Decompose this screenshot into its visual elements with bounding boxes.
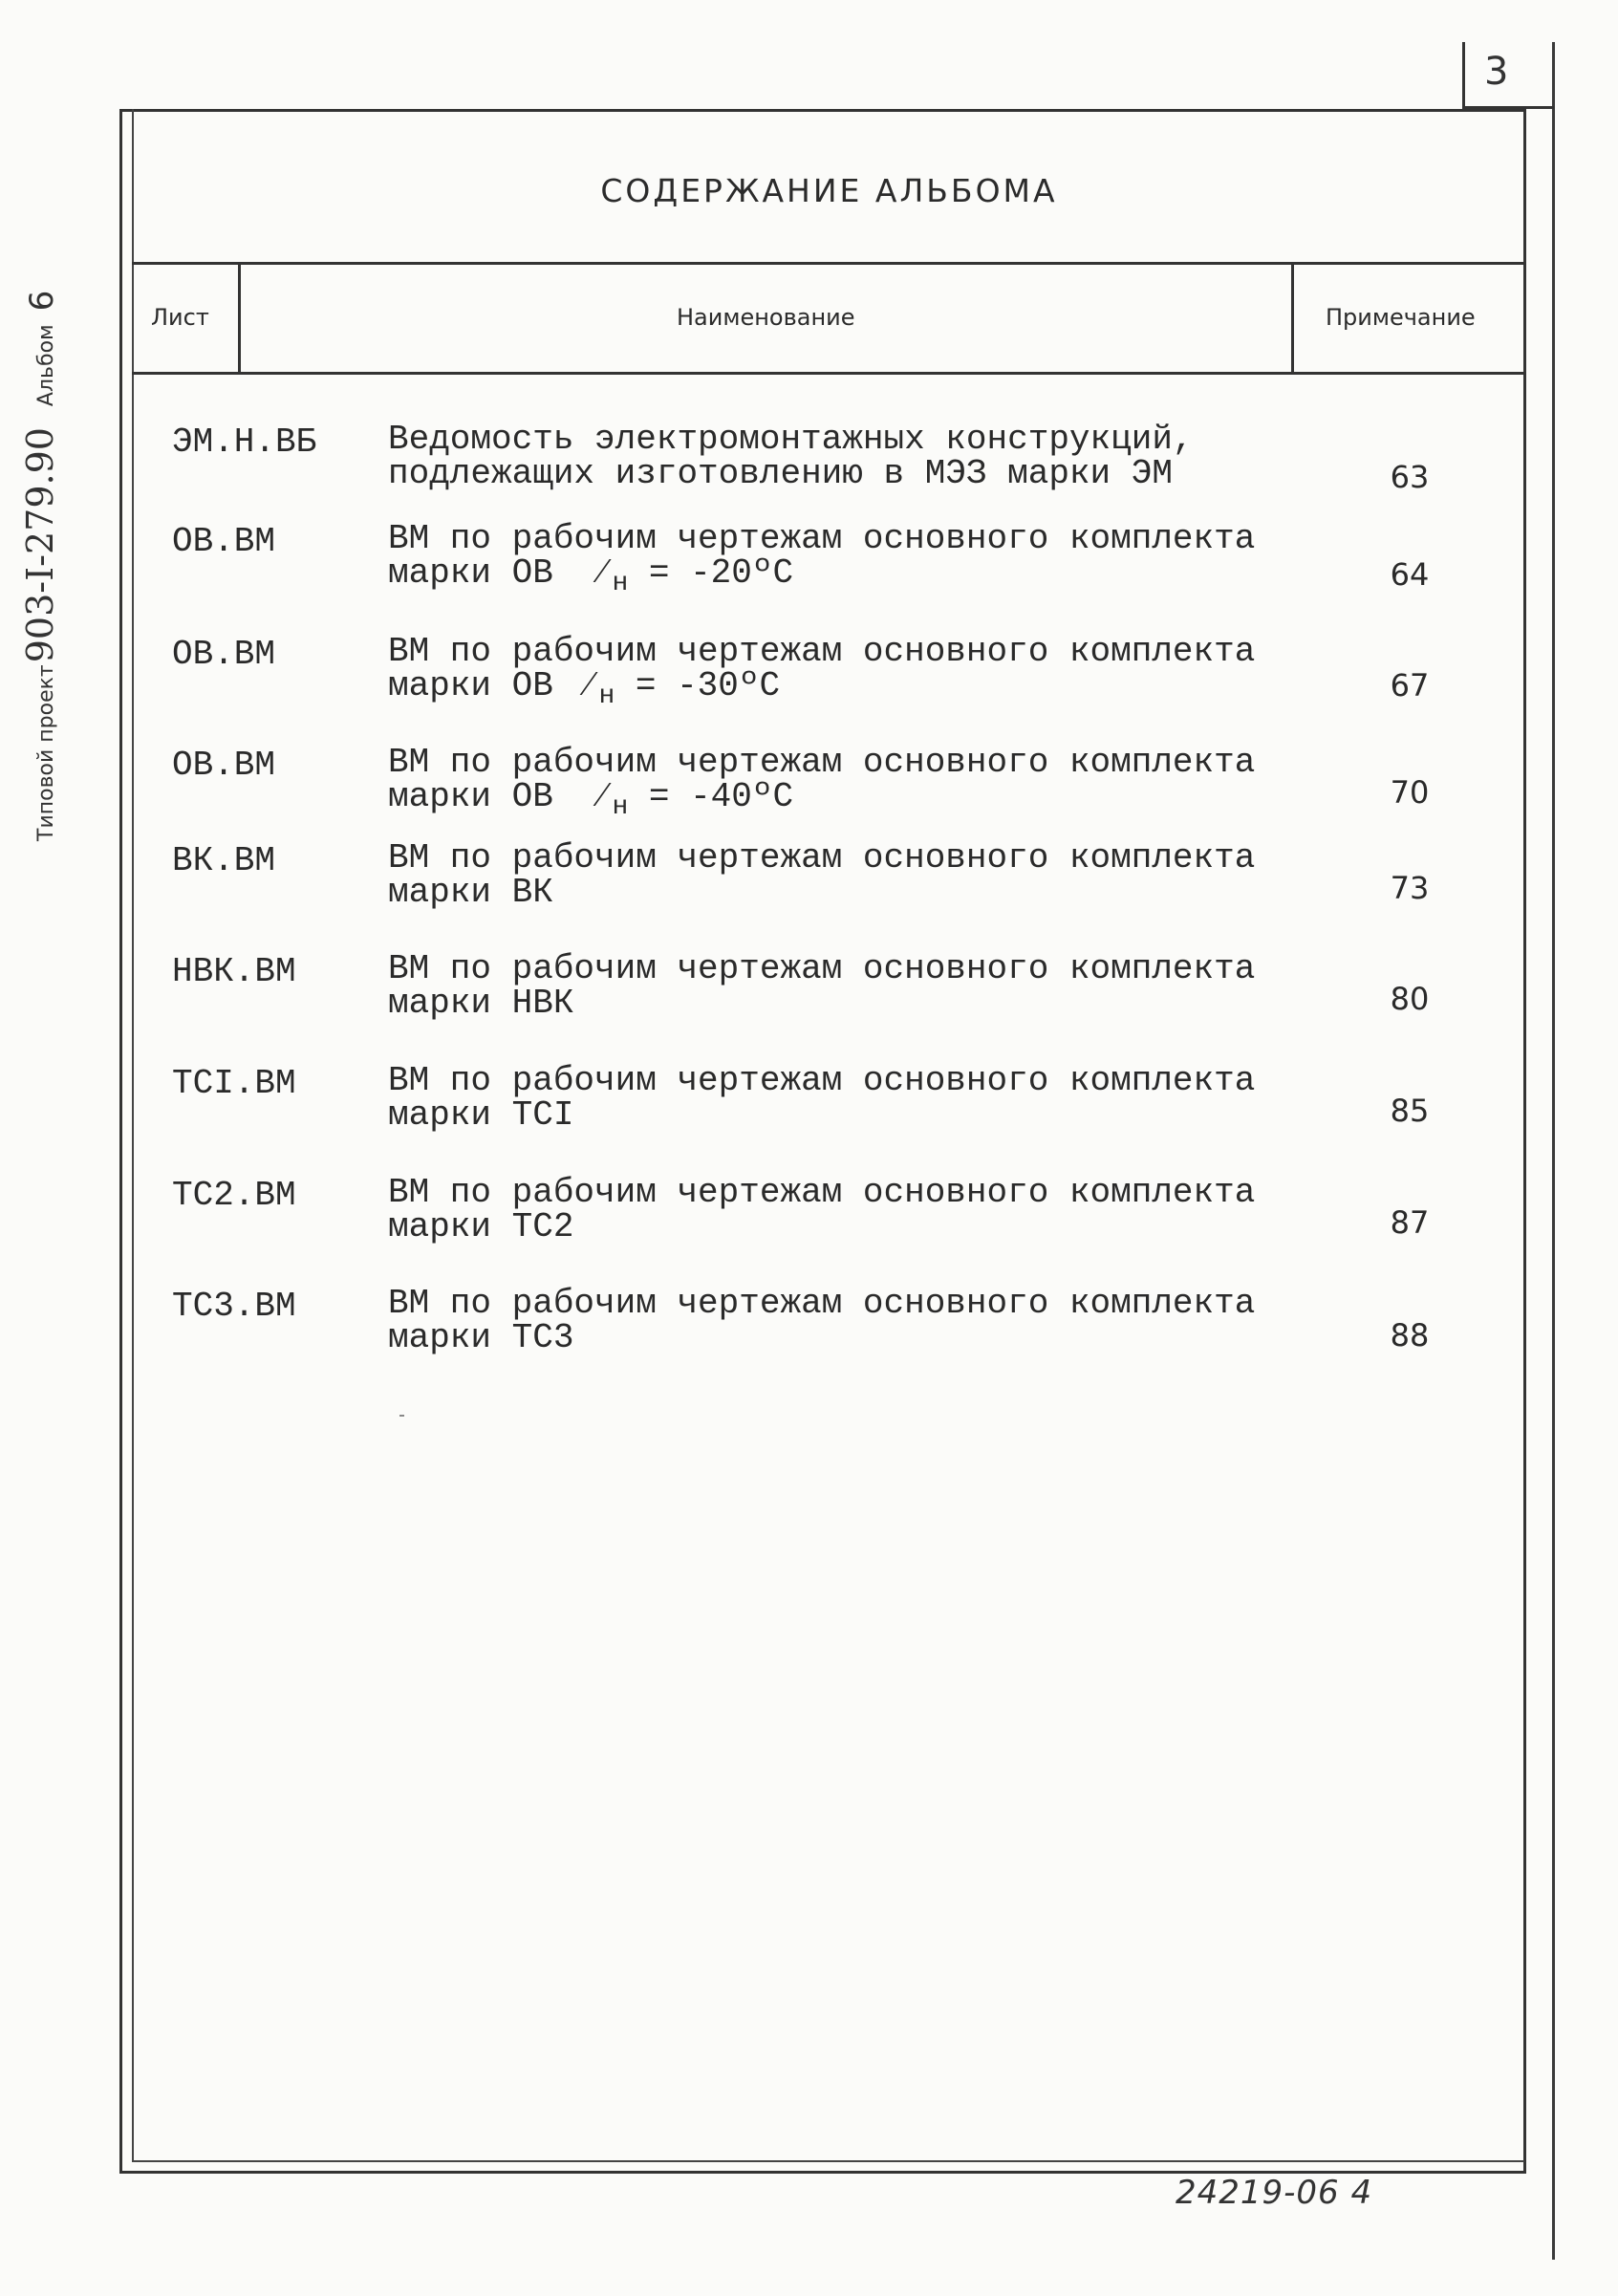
- stray-mark: [399, 1415, 404, 1417]
- column-header-sheet: Лист: [151, 304, 209, 331]
- row-name-line-1: ВМ по рабочим чертежам основного комплекта: [388, 743, 1256, 782]
- document-inner-frame: [132, 109, 1524, 2162]
- inventory-stamp: 24219-06 4: [1176, 2174, 1373, 2212]
- row-name-line-1: ВМ по рабочим чертежам основного комплекта: [388, 1061, 1256, 1100]
- side-label-album-number: 6: [23, 290, 61, 312]
- temperature-subscript: н: [612, 569, 629, 599]
- temperature-value: -20ºС: [690, 553, 794, 593]
- row-name: [388, 1173, 1256, 1246]
- row-name: [388, 519, 1256, 601]
- row-code: ОВ.ВМ: [172, 522, 276, 561]
- header-divider-2: [1291, 262, 1294, 372]
- row-code: НВК.ВМ: [172, 952, 296, 991]
- side-label-album: Альбом: [34, 324, 58, 407]
- right-border-line: [1552, 42, 1555, 2260]
- row-name-line-1: ВМ по рабочим чертежам основного комплекта: [388, 838, 1256, 877]
- row-page: 85: [1390, 1093, 1430, 1129]
- row-name-line-1: ВМ по рабочим чертежам основного комплекта: [388, 949, 1256, 988]
- row-name-line-1: ВМ по рабочим чертежам основного комплекта: [388, 1284, 1256, 1323]
- row-name-line-2: подлежащих изготовлению в МЭЗ марки ЭМ: [388, 454, 1173, 493]
- sheet-number: 3: [1484, 50, 1509, 94]
- row-name-line-2: марки ТС3: [388, 1318, 574, 1357]
- temperature-value: -30ºС: [677, 666, 781, 705]
- row-name: [388, 422, 1194, 491]
- row-code: ОВ.ВМ: [172, 746, 276, 785]
- row-name-line-2: марки ОВ $⁄_н$ = -20ºС: [388, 553, 794, 599]
- row-page: 64: [1390, 556, 1430, 593]
- row-page: 70: [1390, 774, 1430, 811]
- mark-ov-text: марки ОВ: [388, 666, 553, 705]
- row-name-line-2: марки ТС2: [388, 1207, 574, 1246]
- page-title: СОДЕРЖАНИЕ АЛЬБОМА: [600, 172, 1058, 209]
- row-name: [388, 743, 1256, 825]
- temperature-subscript: н: [598, 682, 615, 712]
- column-header-note: Примечание: [1326, 304, 1476, 331]
- side-label-project: 903-I-279.90: [19, 427, 61, 663]
- header-bottom-rule: [132, 372, 1524, 375]
- row-name-line-2: марки ТСI: [388, 1095, 574, 1135]
- row-name-line-2: марки ОВ $⁄_н$ = -40ºС: [388, 777, 794, 823]
- row-name-line-1: Ведомость электромонтажных конструкций,: [388, 420, 1194, 459]
- row-name: [388, 1284, 1256, 1357]
- temperature-subscript: н: [612, 792, 629, 823]
- row-name: [388, 838, 1256, 912]
- row-code: ОВ.ВМ: [172, 635, 276, 674]
- row-name-line-2: марки НВК: [388, 984, 574, 1023]
- row-page: 63: [1390, 459, 1430, 495]
- header-top-rule: [132, 262, 1524, 265]
- row-name-line-1: ВМ по рабочим чертежам основного комплекта: [388, 519, 1256, 558]
- row-name-line-1: ВМ по рабочим чертежам основного комплекта: [388, 1173, 1256, 1212]
- mark-ov-text: марки ОВ: [388, 777, 553, 816]
- row-code: ТС2.ВМ: [172, 1176, 296, 1215]
- mark-ov-text: марки ОВ: [388, 553, 553, 593]
- row-page: 88: [1390, 1317, 1430, 1354]
- temperature-symbol: ⁄: [577, 666, 599, 705]
- row-page: 73: [1390, 870, 1430, 906]
- row-code: ЭМ.Н.ВБ: [172, 422, 317, 462]
- temperature-symbol: ⁄: [591, 777, 613, 816]
- temperature-symbol: ⁄: [591, 553, 613, 593]
- row-name: [388, 1061, 1256, 1135]
- row-code: ВК.ВМ: [172, 841, 276, 880]
- row-code: ТСI.ВМ: [172, 1064, 296, 1103]
- row-name: [388, 949, 1256, 1023]
- row-name-line-1: ВМ по рабочим чертежам основного комплекта: [388, 632, 1256, 671]
- header-divider-1: [238, 262, 241, 372]
- row-name-line-2: марки ВК: [388, 873, 553, 912]
- row-code: ТС3.ВМ: [172, 1287, 296, 1326]
- column-header-name: Наименование: [677, 304, 855, 331]
- row-page: 80: [1390, 981, 1430, 1017]
- row-name: [388, 632, 1256, 714]
- side-binding-label: [19, 291, 61, 841]
- temperature-value: -40ºС: [690, 777, 794, 816]
- side-label-prefix: Типовой проект: [34, 664, 58, 841]
- row-page: 87: [1390, 1204, 1430, 1241]
- row-name-line-2: марки ОВ $⁄_н$ = -30ºС: [388, 666, 781, 712]
- row-page: 67: [1390, 667, 1430, 704]
